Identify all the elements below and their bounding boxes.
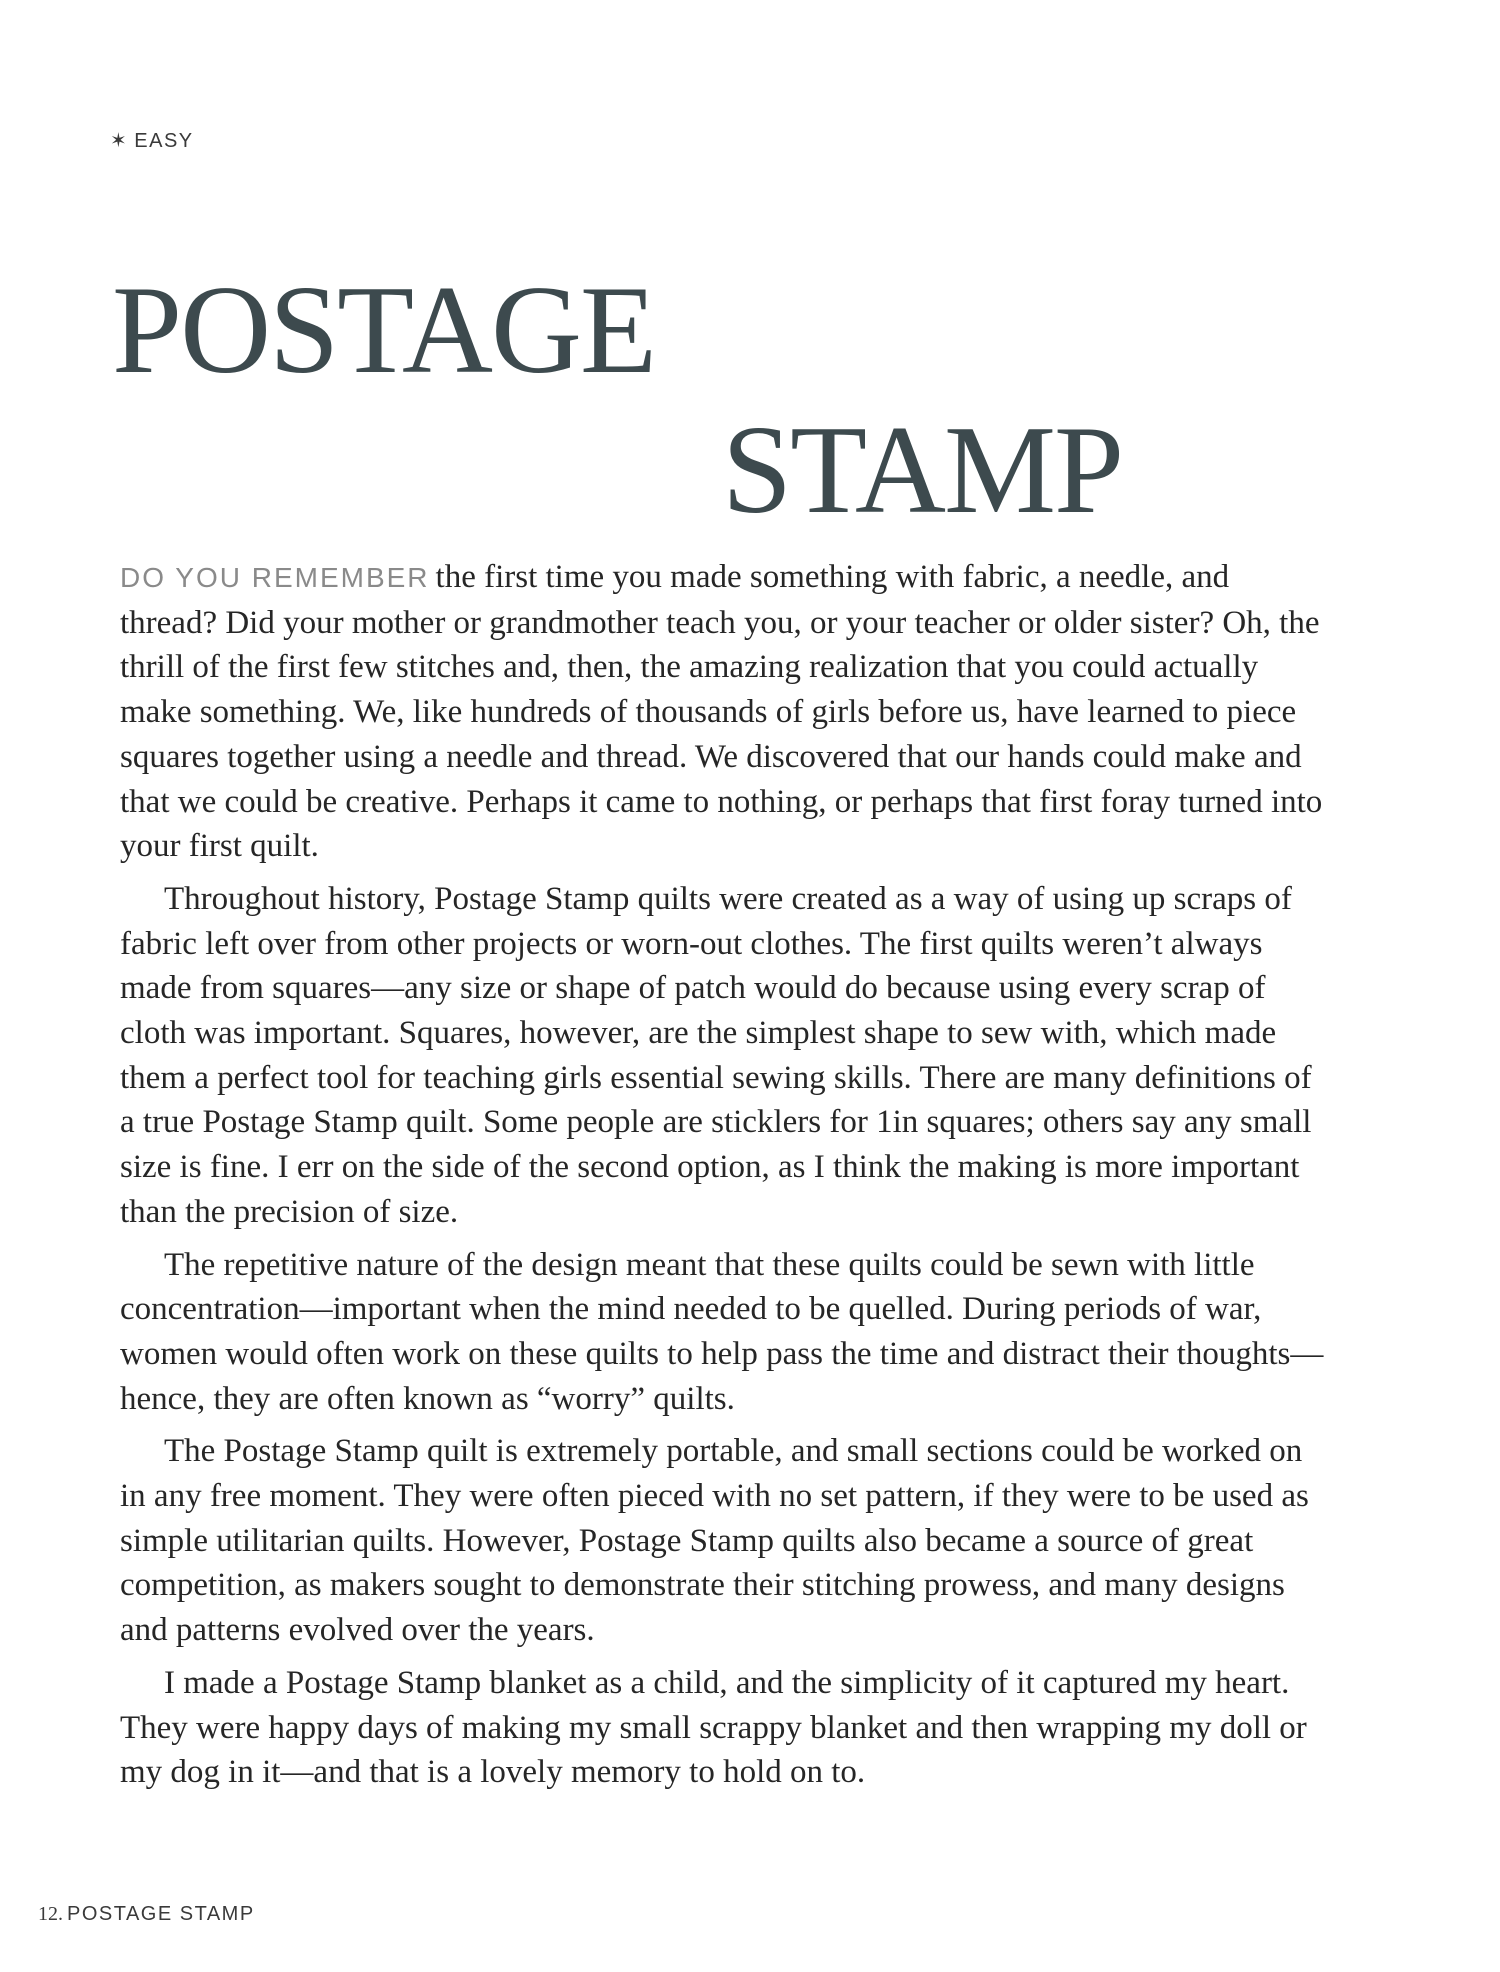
paragraph-2: Throughout history, Postage Stamp quilts were created as a way of using up scraps of fabric left over from other projects or worn-out clothes. The first quilts weren’t always made from squares—any size or shape of patch would do because using every scrap of cloth was important. Squares, however, are the simplest shape to sew with, which made them a perfect tool for teaching girls essential sewing skills. There are many definitions of a true Postage Stamp quilt. Some people are sticklers for 1in squares; others say any small size is fine. I err on the side of the second option, as I think the making is more important than the precision of size. <box>120 880 1312 1230</box>
difficulty-text: EASY <box>134 130 194 152</box>
page-title-line-1: POSTAGE <box>112 261 655 400</box>
star-icon: ✶ <box>110 130 129 152</box>
paragraph-4: The Postage Stamp quilt is extremely portable, and small sections could be worked on in any free moment. They were often pieced with no set pattern, if they were to be used as simple utilitarian quilts. However, Postage Stamp quilts also became a source of great competition, as makers sought to demonstrate their stitching prowess, and many designs and patterns evolved over the years. <box>120 1433 1309 1649</box>
paragraph-1-text: the first time you made something with fabric, a needle, and thread? Did your mother or grandmother teach you, or your teacher or older sister? Oh, the thrill of the first few stitches and, then, the amazing realization that you could actually make something. We, like hundreds of thousands of girls before us, have learned to piece squares together using a needle and thread. We discovered that our hands could make and that we could be creative. Perhaps it came to nothing, or perhaps that first foray turned into your first quilt. <box>120 559 1323 865</box>
page-title-line-2: STAMP <box>722 401 1123 540</box>
paragraph-1 <box>120 555 1325 869</box>
running-title: POSTAGE STAMP <box>67 1903 255 1925</box>
article-body <box>120 555 1325 1803</box>
lead-in: DO YOU REMEMBER <box>120 562 430 593</box>
paragraph-5: I made a Postage Stamp blanket as a child, and the simplicity of it captured my heart. They were happy days of making my small scrappy blanket and then wrapping my doll or my dog in it—and that is a lovely memory to hold on to. <box>120 1664 1307 1791</box>
difficulty-label <box>110 128 194 153</box>
page-footer <box>38 1903 255 1926</box>
paragraph-3: The repetitive nature of the design meant that these quilts could be sewn with little concentration—important when the mind needed to be quelled. During periods of war, women would often work on these quilts to help pass the time and distract their thoughts—hence, they are often known as “worry” quilts. <box>120 1246 1324 1417</box>
page-number: 12. <box>38 1903 63 1925</box>
